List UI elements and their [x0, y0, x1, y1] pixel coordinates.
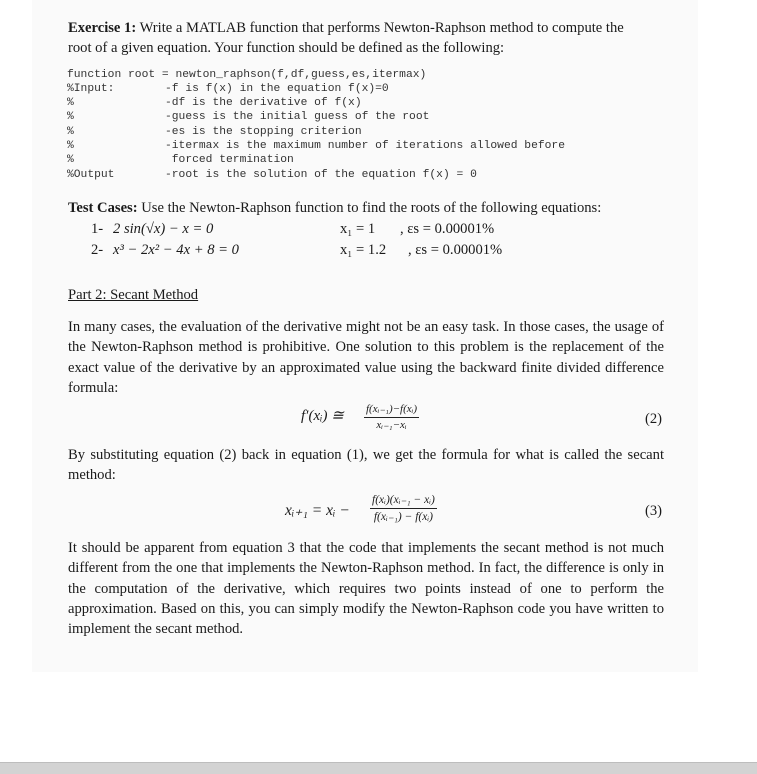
test-case-1-equation: 2 sin(√x) − x = 0: [113, 221, 214, 237]
exercise-text-1: Write a MATLAB function that performs Newton-Raphson method to compute the: [136, 20, 624, 36]
part2-paragraph-1: In many cases, the evaluation of the derivative might not be an easy task. In those cases, the usage of the Newton-Raphson method is prohibitive. One solution to this problem is the replacement of the exact value of the derivative by an approximated value using the backward finite divided difference formula:: [68, 319, 664, 396]
test-cases-label: Test Cases:: [68, 200, 138, 216]
code-line-6-left: %: [67, 154, 74, 166]
code-line-0: function root = newton_raphson(f,df,guess,es,itermax): [67, 69, 427, 81]
code-line-4-left: %: [67, 126, 74, 138]
part2-heading: Part 2: Secant Method: [68, 287, 199, 303]
code-line-2-right: -df is the derivative of f(x): [165, 97, 362, 109]
code-line-7-right: -root is the solution of the equation f(x) = 0: [165, 169, 477, 181]
exercise-label: Exercise 1:: [68, 20, 137, 36]
eq2-fraction: [364, 403, 419, 432]
code-line-5-left: %: [67, 140, 74, 152]
eq2-numerator: f(xᵢ₋₁)−f(xᵢ): [364, 403, 419, 418]
code-line-6-right: forced termination: [165, 154, 294, 166]
test-case-2-es: , εs = 0.00001%: [408, 242, 503, 258]
exercise-line-1: [68, 19, 624, 37]
eq2-number: (2): [645, 411, 663, 427]
code-line-3-right: -guess is the initial guess of the root: [165, 111, 430, 123]
code-line-1-left: %Input:: [67, 83, 115, 95]
code-line-7-left: %Output: [67, 169, 115, 181]
code-line-5-right: -itermax is the maximum number of iterations allowed before: [165, 140, 565, 152]
test-case-2-num: 2-: [91, 242, 104, 258]
code-line-1-right: -f is f(x) in the equation f(x)=0: [165, 83, 389, 95]
part2-paragraph-3: It should be apparent from equation 3 that the code that implements the secant method is not much different from the one that implements the Newton-Raphson method. In fact, the difference is only in the computation of the derivative, which requires two points instead of one to perform the approximation. Based on this, you can simply modify the Newton-Raphson code you have written to implement the secant method.: [68, 540, 664, 638]
eq3-numerator: f(xᵢ)(xᵢ₋₁ − xᵢ): [370, 493, 437, 509]
eq3-number: (3): [645, 503, 663, 519]
eq3-fraction: [370, 493, 437, 524]
code-line-3-left: %: [67, 111, 74, 123]
test-case-2-equation: x³ − 2x² − 4x + 8 = 0: [113, 242, 239, 258]
eq3-denominator: f(xᵢ₋₁) − f(xᵢ): [373, 511, 433, 523]
test-case-1-es: , εs = 0.00001%: [400, 221, 495, 237]
test-cases-intro: Use the Newton-Raphson function to find the roots of the following equations:: [137, 200, 602, 216]
eq3-lhs: xᵢ₊₁ = xᵢ −: [285, 502, 350, 519]
test-cases-line: [68, 199, 601, 217]
eq2-lhs: f′(xᵢ) ≅: [301, 408, 344, 424]
test-case-2-x1: x₁ = 1.2: [340, 242, 387, 258]
eq2-denominator: xᵢ₋₁−xᵢ: [376, 419, 407, 431]
test-case-1-x1: x₁ = 1: [340, 221, 376, 237]
exercise-line-2: root of a given equation. Your function should be defined as the following:: [68, 40, 505, 56]
code-line-4-right: -es is the stopping criterion: [165, 126, 362, 138]
bottom-bar: [0, 762, 757, 774]
part2-paragraph-2: By substituting equation (2) back in equation (1), we get the formula for what is called the secant method:: [68, 447, 664, 484]
test-case-1-num: 1-: [91, 221, 104, 237]
code-line-2-left: %: [67, 97, 74, 109]
